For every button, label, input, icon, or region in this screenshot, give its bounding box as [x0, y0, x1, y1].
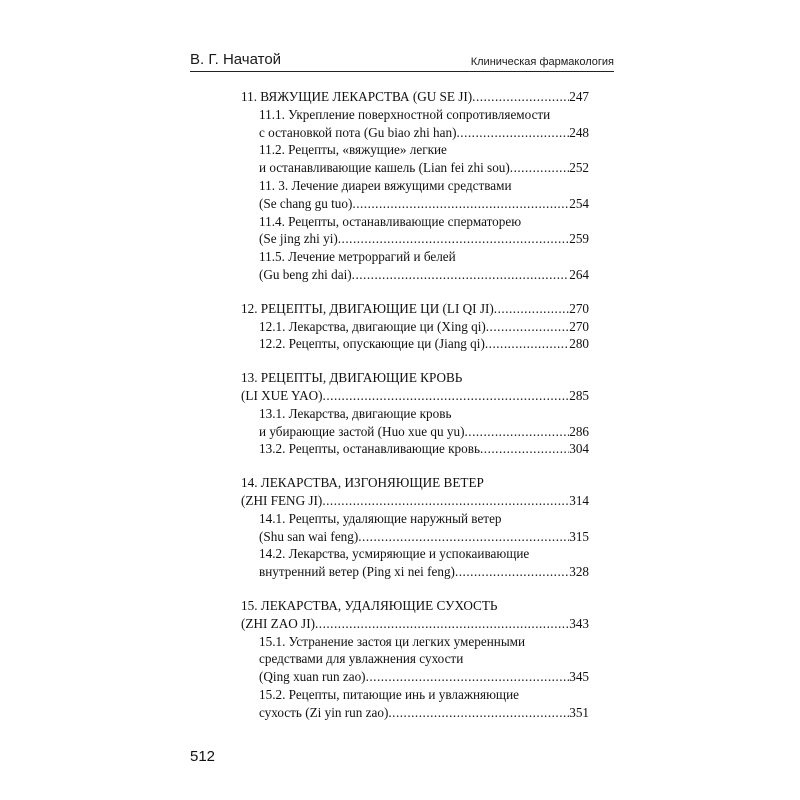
- toc-subsection-line: [241, 528, 589, 546]
- toc-page-number: 247: [569, 89, 589, 104]
- toc-chapter-line: [241, 597, 589, 615]
- toc-entry-text: 12. РЕЦЕПТЫ, ДВИГАЮЩИЕ ЦИ (LI QI JI): [241, 300, 494, 316]
- toc-leader-dots: [480, 440, 569, 458]
- toc-entry-text: 13.1. Лекарства, двигающие кровь: [259, 405, 452, 421]
- toc-entry-text: 13. РЕЦЕПТЫ, ДВИГАЮЩИЕ КРОВЬ: [241, 370, 463, 386]
- section-gap: [241, 284, 589, 300]
- toc-leader-dots: [472, 88, 569, 106]
- toc-entry-text: с остановкой пота (Gu biao zhi han): [259, 124, 457, 140]
- toc-entry-text: (ZHI FENG JI): [241, 492, 323, 508]
- toc-leader-dots: [315, 615, 569, 633]
- toc-entry-text: 11. 3. Лечение диареи вяжущими средствами: [259, 177, 512, 193]
- toc-subsection-line: [241, 440, 589, 458]
- toc-subsection-line: [241, 318, 589, 336]
- toc-page-number: 345: [569, 669, 589, 685]
- header-book-title: Клиническая фармакология: [470, 56, 614, 68]
- toc-subsection-line: [241, 423, 589, 441]
- toc-entry-text: и останавливающие кашель (Lian fei zhi sou): [259, 160, 510, 176]
- header-author: В. Г. Начатой: [190, 51, 282, 68]
- toc-page-number: 248: [569, 124, 589, 140]
- toc-entry-text: и убирающие застой (Huo xue qu yu): [259, 423, 465, 439]
- toc-leader-dots: [352, 195, 569, 213]
- toc-chapter-line: [241, 88, 589, 106]
- toc-entry-text: 14. ЛЕКАРСТВА, ИЗГОНЯЮЩИЕ ВЕТЕР: [241, 475, 484, 491]
- toc-entry-text: 12.1. Лекарства, двигающие ци (Xing qi): [259, 318, 486, 334]
- toc-subsection-line: [241, 545, 589, 563]
- toc-leader-dots: [352, 266, 570, 284]
- toc-leader-dots: [456, 124, 569, 142]
- toc-page-number: 264: [569, 266, 589, 282]
- toc-entry-text: (Se jing zhi yi): [259, 231, 338, 247]
- toc-chapter-line: [241, 492, 589, 510]
- toc-page-number: 351: [569, 704, 589, 720]
- toc-subsection-line: [241, 633, 589, 651]
- toc-entry-text: 12.2. Рецепты, опускающие ци (Jiang qi): [259, 336, 485, 352]
- toc-page-number: 286: [569, 423, 589, 439]
- table-of-contents: [241, 88, 589, 722]
- toc-subsection-line: [241, 213, 589, 231]
- toc-leader-dots: [510, 159, 569, 177]
- toc-page-number: 270: [569, 318, 589, 334]
- toc-leader-dots: [323, 387, 570, 405]
- toc-entry-text: (Qing xuan run zao): [259, 669, 366, 685]
- toc-subsection-line: [241, 686, 589, 704]
- toc-page-number: 254: [569, 195, 589, 211]
- toc-subsection-line: [241, 405, 589, 423]
- toc-entry-text: 13.2. Рецепты, останавливающие кровь: [259, 441, 480, 457]
- toc-entry-text: сухость (Zi yin run zao): [259, 704, 389, 720]
- toc-subsection-line: [241, 141, 589, 159]
- toc-entry-text: (Gu beng zhi dai): [259, 266, 352, 282]
- toc-entry-text: (Shu san wai feng): [259, 528, 359, 544]
- toc-entry-text: (Se chang gu tuo): [259, 195, 353, 211]
- toc-chapter-line: [241, 300, 589, 318]
- toc-entry-text: (ZHI ZAO JI): [241, 615, 315, 631]
- toc-leader-dots: [388, 704, 569, 722]
- page-number: 512: [190, 748, 216, 765]
- toc-page-number: 328: [569, 564, 589, 580]
- toc-page-number: 315: [569, 528, 589, 544]
- toc-leader-dots: [486, 318, 569, 336]
- toc-subsection-line: [241, 177, 589, 195]
- toc-leader-dots: [366, 668, 570, 686]
- toc-chapter-line: [241, 615, 589, 633]
- toc-subsection-line: [241, 124, 589, 142]
- toc-entry-text: 11.1. Укрепление поверхностной сопротивляемости: [259, 106, 551, 122]
- toc-page-number: 280: [569, 336, 589, 352]
- toc-entry-text: 15. ЛЕКАРСТВА, УДАЛЯЮЩИЕ СУХОСТЬ: [241, 597, 498, 613]
- section-gap: [241, 353, 589, 369]
- toc-chapter-line: [241, 369, 589, 387]
- toc-page-number: 252: [569, 160, 589, 176]
- toc-subsection-line: [241, 106, 589, 124]
- toc-leader-dots: [358, 528, 569, 546]
- header-divider: [190, 71, 614, 72]
- toc-leader-dots: [485, 335, 569, 353]
- toc-subsection-line: [241, 159, 589, 177]
- toc-subsection-line: [241, 650, 589, 668]
- toc-subsection-line: [241, 248, 589, 266]
- toc-page-number: 259: [569, 231, 589, 247]
- toc-subsection-line: [241, 335, 589, 353]
- toc-entry-text: (LI XUE YAO): [241, 387, 323, 403]
- toc-page-number: 270: [569, 300, 589, 316]
- toc-subsection-line: [241, 704, 589, 722]
- toc-entry-text: 11.2. Рецепты, «вяжущие» легкие: [259, 142, 447, 158]
- toc-page-number: 304: [569, 441, 589, 457]
- toc-chapter-line: [241, 474, 589, 492]
- toc-subsection-line: [241, 563, 589, 581]
- section-gap: [241, 581, 589, 597]
- toc-subsection-line: [241, 195, 589, 213]
- toc-leader-dots: [494, 300, 569, 318]
- toc-leader-dots: [455, 563, 569, 581]
- toc-subsection-line: [241, 510, 589, 528]
- toc-entry-text: внутренний ветер (Ping xi nei feng): [259, 564, 455, 580]
- toc-page-number: 314: [569, 492, 589, 508]
- toc-entry-text: 15.2. Рецепты, питающие инь и увлажняющие: [259, 686, 519, 702]
- toc-chapter-line: [241, 387, 589, 405]
- section-gap: [241, 458, 589, 474]
- toc-subsection-line: [241, 230, 589, 248]
- toc-entry-text: 14.2. Лекарства, усмиряющие и успокаивающие: [259, 546, 530, 562]
- toc-page-number: 285: [569, 387, 589, 403]
- toc-subsection-line: [241, 668, 589, 686]
- toc-leader-dots: [322, 492, 569, 510]
- toc-leader-dots: [338, 230, 569, 248]
- toc-entry-text: 15.1. Устранение застоя ци легких умеренными: [259, 633, 526, 649]
- toc-entry-text: 11.5. Лечение метроррагий и белей: [259, 249, 456, 265]
- toc-entry-text: 14.1. Рецепты, удаляющие наружный ветер: [259, 510, 502, 526]
- toc-page-number: 343: [569, 615, 589, 631]
- toc-entry-text: средствами для увлажнения сухости: [259, 651, 464, 667]
- toc-subsection-line: [241, 266, 589, 284]
- toc-entry-text: 11.4. Рецепты, останавливающие сперматорею: [259, 213, 522, 229]
- toc-leader-dots: [464, 423, 569, 441]
- toc-entry-text: 11. ВЯЖУЩИЕ ЛЕКАРСТВА (GU SE JI): [241, 89, 473, 104]
